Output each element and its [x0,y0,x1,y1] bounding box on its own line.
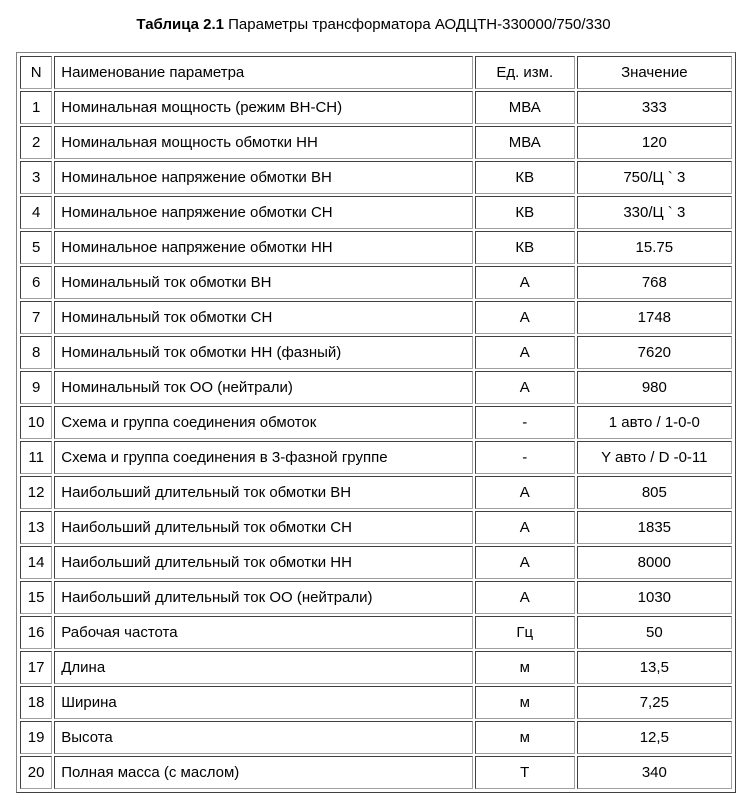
cell-parameter-name: Номинальный ток обмотки ВН [54,266,473,299]
cell-value: 805 [577,476,732,509]
cell-number: 4 [20,196,52,229]
cell-number: 14 [20,546,52,579]
cell-number: 8 [20,336,52,369]
cell-number: 7 [20,301,52,334]
cell-unit: - [475,441,575,474]
cell-value: 750/Ц ` 3 [577,161,732,194]
cell-number: 2 [20,126,52,159]
table-row [20,616,732,649]
table-row [20,266,732,299]
cell-parameter-name: Длина [54,651,473,684]
cell-value: 333 [577,91,732,124]
cell-unit: А [475,476,575,509]
table-row [20,231,732,264]
cell-parameter-name: Схема и группа соединения в 3-фазной группе [54,441,473,474]
cell-unit: А [475,266,575,299]
cell-value: 340 [577,756,732,789]
cell-parameter-name: Ширина [54,686,473,719]
table-row [20,581,732,614]
cell-parameter-name: Наибольший длительный ток ОО (нейтрали) [54,581,473,614]
cell-parameter-name: Схема и группа соединения обмоток [54,406,473,439]
cell-number: 13 [20,511,52,544]
cell-parameter-name: Номинальная мощность обмотки НН [54,126,473,159]
table-caption [0,15,747,35]
cell-value: 15.75 [577,231,732,264]
cell-number: 16 [20,616,52,649]
cell-parameter-name: Полная масса (с маслом) [54,756,473,789]
cell-value: 7620 [577,336,732,369]
header-value: Значение [577,56,732,89]
cell-unit: КВ [475,161,575,194]
table-caption-label: Таблица 2.1 [136,16,224,33]
cell-unit: м [475,651,575,684]
cell-value: 7,25 [577,686,732,719]
cell-value: 8000 [577,546,732,579]
cell-value: 1030 [577,581,732,614]
table-row [20,371,732,404]
cell-parameter-name: Высота [54,721,473,754]
cell-value: 330/Ц ` 3 [577,196,732,229]
cell-number: 3 [20,161,52,194]
table-row [20,161,732,194]
cell-parameter-name: Наибольший длительный ток обмотки ВН [54,476,473,509]
cell-unit: А [475,581,575,614]
cell-unit: Т [475,756,575,789]
cell-value: 120 [577,126,732,159]
cell-parameter-name: Номинальный ток ОО (нейтрали) [54,371,473,404]
cell-unit: МВА [475,126,575,159]
cell-number: 5 [20,231,52,264]
cell-unit: - [475,406,575,439]
cell-parameter-name: Наибольший длительный ток обмотки СН [54,511,473,544]
cell-number: 20 [20,756,52,789]
table-row [20,651,732,684]
cell-value: 12,5 [577,721,732,754]
cell-number: 1 [20,91,52,124]
cell-parameter-name: Номинальное напряжение обмотки СН [54,196,473,229]
table-row [20,406,732,439]
header-parameter-name: Наименование параметра [54,56,473,89]
cell-parameter-name: Номинальное напряжение обмотки НН [54,231,473,264]
cell-parameter-name: Номинальное напряжение обмотки ВН [54,161,473,194]
table-row [20,756,732,789]
cell-parameter-name: Наибольший длительный ток обмотки НН [54,546,473,579]
cell-parameter-name: Номинальный ток обмотки СН [54,301,473,334]
table-row [20,441,732,474]
cell-unit: А [475,511,575,544]
cell-number: 6 [20,266,52,299]
cell-value: 1 авто / 1-0-0 [577,406,732,439]
table-row [20,336,732,369]
table-caption-text: Параметры трансформатора АОДЦТН-330000/750/330 [223,16,611,33]
cell-unit: КВ [475,231,575,264]
table-row [20,476,732,509]
header-unit: Ед. изм. [475,56,575,89]
cell-number: 10 [20,406,52,439]
cell-unit: Гц [475,616,575,649]
cell-parameter-name: Рабочая частота [54,616,473,649]
table-row [20,511,732,544]
table-header-row [20,56,732,89]
cell-unit: А [475,546,575,579]
parameters-table [18,54,734,791]
table-row [20,301,732,334]
cell-value: Y авто / D -0-11 [577,441,732,474]
parameters-table-frame [16,52,736,793]
cell-unit: А [475,336,575,369]
cell-unit: м [475,686,575,719]
cell-number: 19 [20,721,52,754]
cell-number: 18 [20,686,52,719]
cell-unit: м [475,721,575,754]
table-row [20,126,732,159]
cell-value: 1748 [577,301,732,334]
cell-value: 13,5 [577,651,732,684]
cell-number: 9 [20,371,52,404]
cell-number: 17 [20,651,52,684]
cell-parameter-name: Номинальная мощность (режим ВН-СН) [54,91,473,124]
header-number: N [20,56,52,89]
cell-unit: А [475,301,575,334]
table-row [20,686,732,719]
cell-value: 768 [577,266,732,299]
cell-parameter-name: Номинальный ток обмотки НН (фазный) [54,336,473,369]
cell-unit: КВ [475,196,575,229]
table-row [20,91,732,124]
cell-value: 980 [577,371,732,404]
cell-value: 50 [577,616,732,649]
cell-number: 11 [20,441,52,474]
table-row [20,721,732,754]
cell-number: 15 [20,581,52,614]
table-row [20,196,732,229]
cell-unit: А [475,371,575,404]
cell-number: 12 [20,476,52,509]
table-row [20,546,732,579]
cell-unit: МВА [475,91,575,124]
cell-value: 1835 [577,511,732,544]
